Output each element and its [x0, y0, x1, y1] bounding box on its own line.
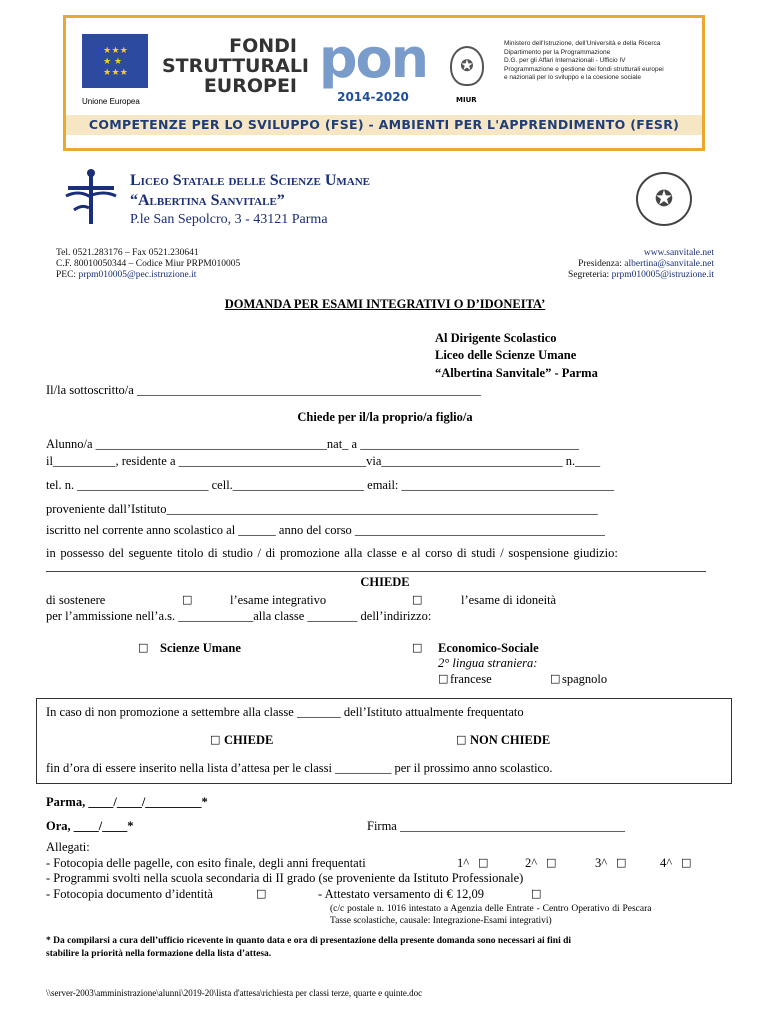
chiede-option-label: CHIEDE — [224, 733, 274, 747]
anno-2-checkbox[interactable]: □ — [546, 856, 557, 869]
miur-caption: MIUR — [456, 96, 477, 104]
school-tel: Tel. 0521.283176 – Fax 0521.230641 — [56, 248, 199, 258]
cc-postale-line2: Tasse scolastiche, causale: Integrazione-Esami integrativi) — [330, 916, 552, 926]
chiede-per-heading: Chiede per il/la proprio/a figlio/a — [297, 410, 473, 424]
documento-checkbox[interactable]: □ — [256, 887, 267, 900]
iscritto-field[interactable]: iscritto nel corrente anno scolastico al ______ anno del corso ________________________________________ — [46, 523, 605, 537]
economico-sociale-checkbox[interactable]: □ — [412, 641, 423, 654]
integrativo-checkbox[interactable]: □ — [182, 593, 193, 606]
nota-line1: * Da compilarsi a cura dell’ufficio ricevente in quanto data e ora di presentazione della presente domanda sono necessari ai fini di — [46, 936, 572, 946]
attestato-checkbox[interactable]: □ — [531, 887, 542, 900]
francese-checkbox[interactable]: □ — [438, 672, 449, 685]
non-chiede-option-label: NON CHIEDE — [470, 733, 551, 747]
firma-field[interactable]: Firma ____________________________________ — [367, 819, 625, 833]
republic-emblem-icon: ✪ — [636, 172, 692, 226]
anno-1-checkbox[interactable]: □ — [478, 856, 489, 869]
recipient-line3: “Albertina Sanvitale” - Parma — [435, 366, 598, 380]
anno-4-label: 4^ — [660, 856, 673, 870]
eu-flag-icon: ★ ★ ★ ★ ★ ★ ★ ★ — [82, 34, 148, 88]
spagnolo-checkbox[interactable]: □ — [550, 672, 561, 685]
allegati-heading: Allegati: — [46, 840, 90, 854]
anno-1-label: 1^ — [457, 856, 470, 870]
ora-field[interactable]: Ora, ____/____* — [46, 819, 134, 833]
esame-idoneita-label: l’esame di idoneità — [461, 593, 557, 607]
ammissione-field[interactable]: per l’ammissione nell’a.s. ____________alla classe ________ dell’indirizzo: — [46, 609, 432, 623]
economico-sociale-label: Economico-Sociale — [438, 641, 539, 655]
scienze-umane-label: Scienze Umane — [160, 641, 241, 655]
nota-line2: stabilire la priorità nella formazione della lista d’attesa. — [46, 949, 272, 959]
chiede-checkbox[interactable]: □ — [210, 733, 221, 746]
spagnolo-label: spagnolo — [562, 672, 608, 686]
idoneita-checkbox[interactable]: □ — [412, 593, 423, 606]
school-presidenza: Presidenza: albertina@sanvitale.net — [578, 259, 714, 269]
istituto-field[interactable]: proveniente dall’Istituto_____________________________________________________________________ — [46, 502, 598, 516]
anno-3-label: 3^ — [595, 856, 608, 870]
school-pec: PEC: prpm010005@pec.istruzione.it — [56, 270, 197, 280]
file-path-footer: \\server-2003\amministrazione\alunni\2019-20\lista d'attesa\richiesta per classi terze, quarte e quinte.doc — [46, 988, 423, 998]
esame-integrativo-label: l’esame integrativo — [230, 593, 327, 607]
school-website[interactable]: www.sanvitale.net — [643, 248, 714, 258]
birth-residence-field[interactable]: il__________, residente a ______________________________via_____________________________ n.____ — [46, 454, 601, 468]
possesso-text: in possesso del seguente titolo di studio / di promozione alla classe e al corso di studi / sospensione giudizio: — [46, 546, 618, 560]
anno-3-checkbox[interactable]: □ — [616, 856, 627, 869]
in-caso-text[interactable]: In caso di non promozione a settembre alla classe _______ dell’Istituto attualmente frequentato — [46, 705, 524, 719]
school-segreteria: Segreteria: prpm010005@istruzione.it — [568, 270, 714, 280]
school-name-line1: Liceo Statale delle Scienze Umane — [130, 172, 371, 189]
school-name-line2: “Albertina Sanvitale” — [130, 192, 285, 209]
fondi-strutturali-logo: FONDI STRUTTURALI EUROPEI — [162, 35, 309, 97]
chiede-heading: CHIEDE — [360, 575, 410, 589]
pon-banner — [63, 15, 705, 151]
eu-caption: Unione Europea — [82, 97, 140, 106]
di-sostenere-label: di sostenere — [46, 593, 106, 607]
school-cf: C.F. 80010050344 – Codice Miur PRPM010005 — [56, 259, 241, 269]
sottoscritto-field[interactable]: Il/la sottoscritto/a _______________________________________________________ — [46, 383, 481, 397]
non-chiede-checkbox[interactable]: □ — [456, 733, 467, 746]
alunno-field[interactable]: Alunno/a _____________________________________nat_ a ___________________________________ — [46, 437, 579, 451]
recipient-line2: Liceo delle Scienze Umane — [435, 348, 577, 362]
contacts-field[interactable]: tel. n. _____________________ cell._____________________ email: __________________________________ — [46, 478, 615, 492]
allegato-pagelle: - Fotocopia delle pagelle, con esito finale, degli anni frequentati — [46, 856, 366, 870]
allegato-programmi: - Programmi svolti nella scuola secondaria di II grado (se proveniente da Istituto Professionale) — [46, 871, 524, 885]
italian-emblem-icon: ✪ — [450, 46, 484, 86]
titolo-studio-line[interactable] — [46, 571, 706, 572]
scienze-umane-checkbox[interactable]: □ — [138, 641, 149, 654]
recipient-line1: Al Dirigente Scolastico — [435, 331, 557, 345]
francese-label: francese — [450, 672, 492, 686]
school-address: P.le San Sepolcro, 3 - 43121 Parma — [130, 212, 328, 227]
anno-4-checkbox[interactable]: □ — [681, 856, 692, 869]
banner-bar: COMPETENZE PER LO SVILUPPO (FSE) - AMBIENTI PER L'APPRENDIMENTO (FESR) — [66, 115, 702, 135]
allegato-documento: - Fotocopia documento d’identità — [46, 887, 213, 901]
anno-2-label: 2^ — [525, 856, 538, 870]
pon-logo: pon 2014-2020 — [318, 27, 428, 104]
school-logo-icon — [64, 168, 118, 228]
form-title: DOMANDA PER ESAMI INTEGRATIVI O D’IDONEITA’ — [224, 297, 546, 311]
ministry-text: Ministero dell'Istruzione, dell'Università e della Ricerca Dipartimento per la Programmazione D.G. per gli Affari Internazionali - Ufficio IV Programmazione e gestione dei fondi strutturali europei e nazionali per lo sviluppo e la coesione sociale — [504, 40, 664, 82]
fin-dora-text[interactable]: fin d’ora di essere inserito nella lista d’attesa per le classi _________ per il prossimo anno scolastico. — [46, 761, 553, 775]
lingua-straniera-label: 2° lingua straniera: — [438, 656, 538, 670]
parma-date-field[interactable]: Parma, ____/____/_________* — [46, 795, 208, 809]
allegato-attestato: - Attestato versamento di € 12,09 — [318, 887, 484, 901]
cc-postale-line1: (c/c postale n. 1016 intestato a Agenzia delle Entrate - Centro Operativo di Pescara — [330, 904, 652, 914]
